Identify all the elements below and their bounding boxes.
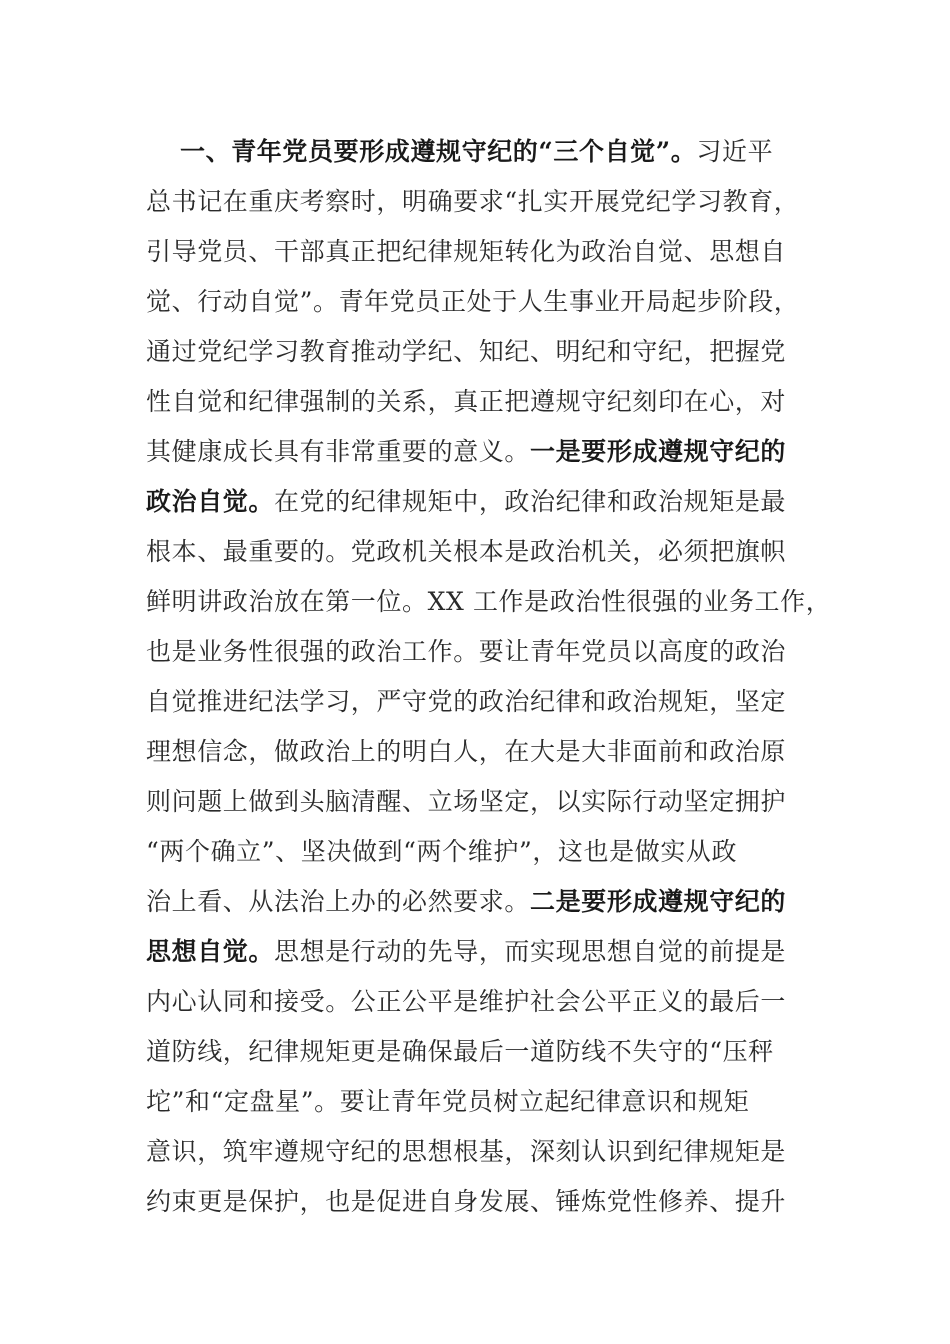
line-text: 其健康成长具有非常重要的意义。: [146, 437, 531, 466]
text-line: [146, 182, 826, 222]
bold-phrase: 二是要形成遵规守纪的: [530, 887, 787, 916]
line-text: 通过党纪学习教育推动学纪、知纪、明纪和守纪，把握党: [146, 337, 787, 366]
line-text: 约束更是保护，也是促进自身发展、锤炼党性修养、提升: [146, 1187, 787, 1216]
text-line: [146, 732, 826, 772]
line-text: 自觉推进纪法学习，严守党的政治纪律和政治规矩，坚定: [146, 687, 787, 716]
bold-heading: 一、青年党员要形成遵规守纪的“三个自觉”。: [180, 137, 697, 166]
line-text: 则问题上做到头脑清醒、立场坚定，以实际行动坚定拥护: [146, 787, 787, 816]
line-text: 坨”和“定盘星”。要让青年党员树立起纪律意识和规矩: [146, 1087, 750, 1116]
text-line: [180, 132, 860, 172]
text-line: [146, 282, 826, 322]
text-line: [146, 982, 826, 1022]
text-line: [146, 1182, 826, 1222]
line-text: 总书记在重庆考察时，明确要求“扎实开展党纪学习教育，: [146, 187, 800, 216]
text-line: [146, 332, 826, 372]
text-line: [146, 232, 826, 272]
line-text: 思想是行动的先导，而实现思想自觉的前提是: [274, 937, 787, 966]
text-line: [146, 832, 826, 872]
line-text: 鲜明讲政治放在第一位。XX 工作是政治性很强的业务工作，: [146, 587, 832, 616]
line-text: 内心认同和接受。公正公平是维护社会公平正义的最后一: [146, 987, 787, 1016]
line-text: 觉、行动自觉”。青年党员正处于人生事业开局起步阶段，: [146, 287, 800, 316]
text-line: [146, 1132, 826, 1172]
text-line: [146, 1082, 826, 1122]
line-text: 习近平: [696, 137, 774, 166]
text-line: [146, 1032, 826, 1072]
bold-phrase: 思想自觉。: [146, 937, 275, 966]
text-line: [146, 382, 826, 422]
text-line: [146, 632, 826, 672]
line-text: 引导党员、干部真正把纪律规矩转化为政治自觉、思想自: [146, 237, 787, 266]
text-line: [146, 432, 826, 472]
line-text: 道防线，纪律规矩更是确保最后一道防线不失守的“压秤: [146, 1037, 774, 1066]
line-text: 根本、最重要的。党政机关根本是政治机关，必须把旗帜: [146, 537, 787, 566]
line-text: 在党的纪律规矩中，政治纪律和政治规矩是最: [274, 487, 787, 516]
line-text: 也是业务性很强的政治工作。要让青年党员以高度的政治: [146, 637, 787, 666]
line-text: 意识，筑牢遵规守纪的思想根基，深刻认识到纪律规矩是: [146, 1137, 787, 1166]
line-text: 治上看、从法治上办的必然要求。: [146, 887, 531, 916]
text-line: [146, 882, 826, 922]
text-line: [146, 482, 826, 522]
bold-phrase: 一是要形成遵规守纪的: [530, 437, 787, 466]
line-text: “两个确立”、坚决做到“两个维护”，这也是做实从政: [146, 837, 738, 866]
line-text: 性自觉和纪律强制的关系，真正把遵规守纪刻印在心，对: [146, 387, 787, 416]
text-line: [146, 582, 832, 622]
text-line: [146, 532, 826, 572]
text-line: [146, 932, 826, 972]
bold-phrase: 政治自觉。: [146, 487, 275, 516]
text-line: [146, 782, 826, 822]
line-text: 理想信念，做政治上的明白人，在大是大非面前和政治原: [146, 737, 787, 766]
text-line: [146, 682, 826, 722]
